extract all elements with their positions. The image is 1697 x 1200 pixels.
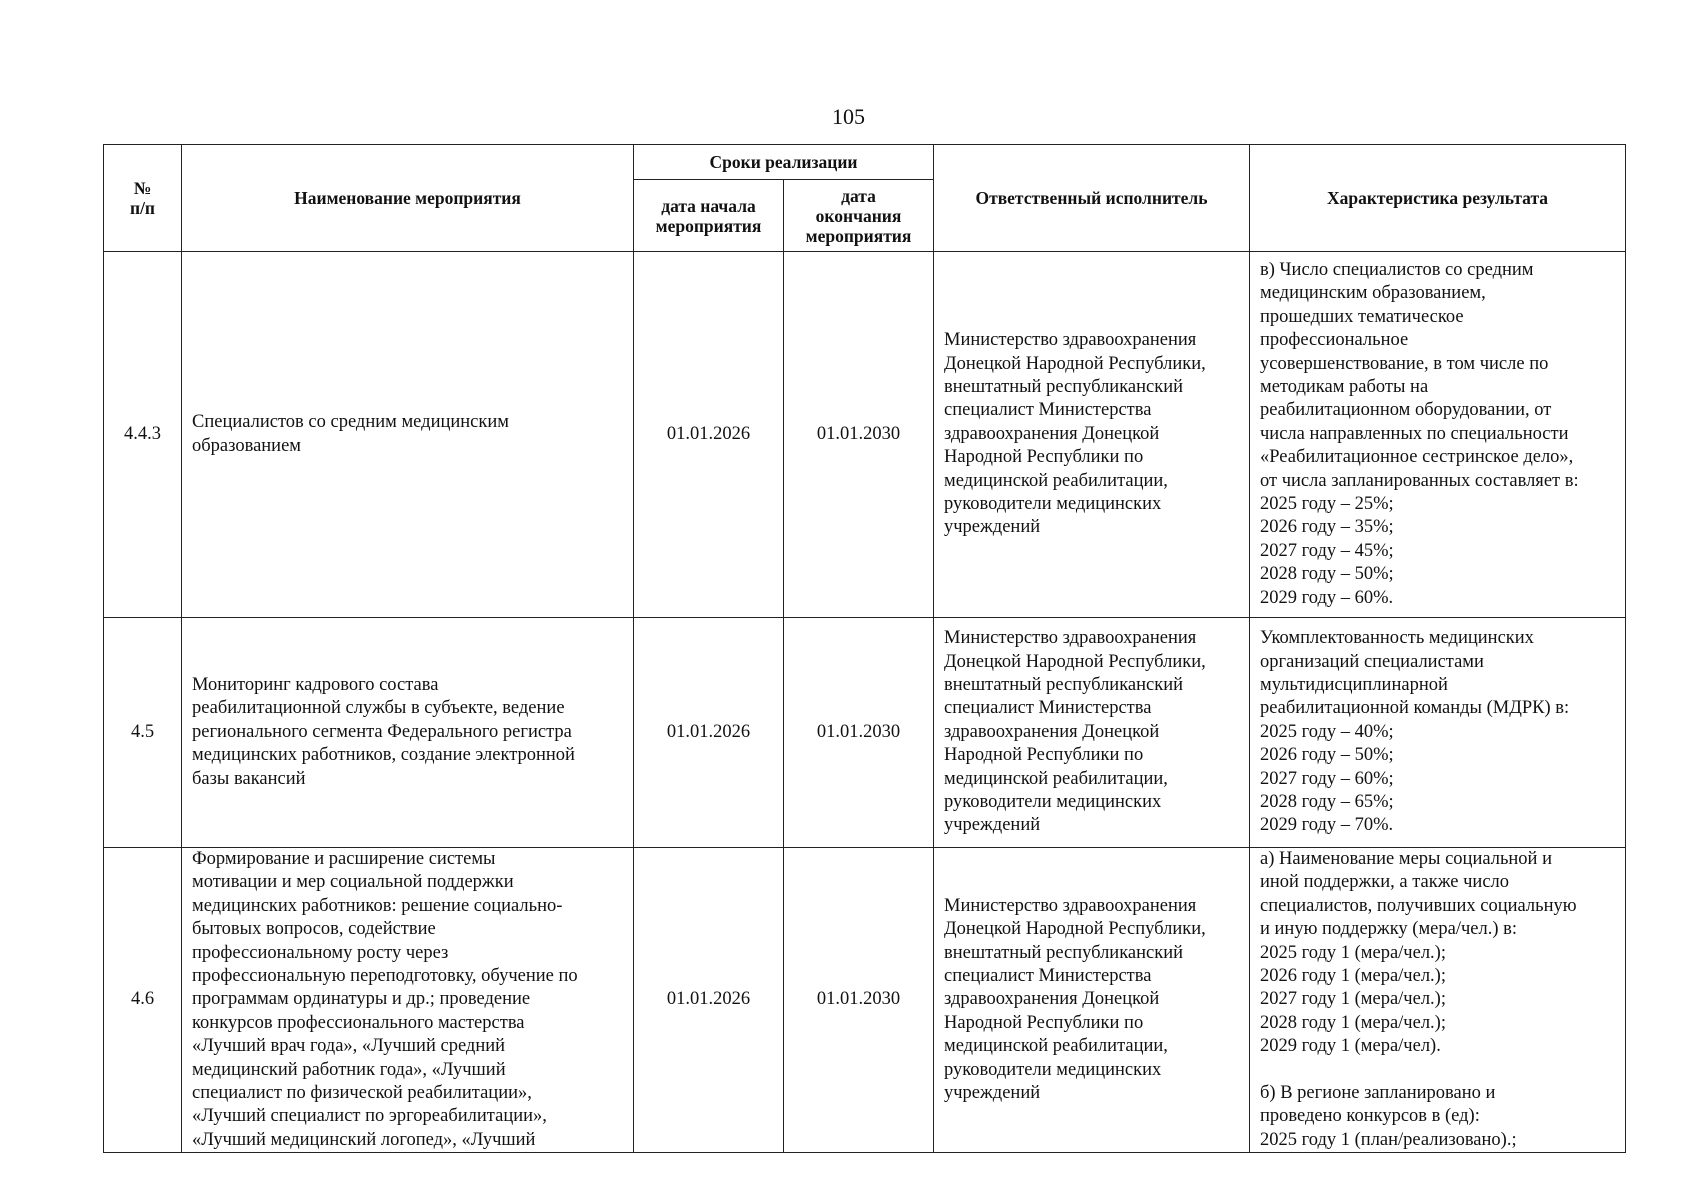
header-start-date: дата начала мероприятия [634,180,784,252]
table-row [104,848,1626,1153]
row-start-date: 01.01.2026 [634,252,784,618]
table-row [104,252,1626,618]
row-num: 4.5 [104,618,182,848]
row-num: 4.4.3 [104,252,182,618]
row-start-date: 01.01.2026 [634,848,784,1153]
header-responsible: Ответственный исполнитель [934,145,1250,252]
row-responsible: Министерство здравоохранения Донецкой Народной Республики, внештатный республиканский специалист Министерства здравоохранения Донецкой Народной Республики по медицинской реабилитации, руководители медицинских учреждений [934,618,1250,848]
row-start-date: 01.01.2026 [634,618,784,848]
row-end-date: 01.01.2030 [784,618,934,848]
row-end-date: 01.01.2030 [784,848,934,1153]
row-responsible: Министерство здравоохранения Донецкой Народной Республики, внештатный республиканский специалист Министерства здравоохранения Донецкой Народной Республики по медицинской реабилитации, руководители медицинских учреждений [934,252,1250,618]
header-end-date: дата окончания мероприятия [784,180,934,252]
header-result: Характеристика результата [1250,145,1626,252]
events-table [103,144,1626,1153]
header-num: № п/п [104,145,182,252]
row-result: а) Наименование меры социальной и иной поддержки, а также число специалистов, получивших социальную и иную поддержку (мера/чел.) в: 2025 году 1 (мера/чел.); 2026 году 1 (мера/чел.); 2027 году 1 (мера/чел.); 2028 году 1 (мера/чел.); 2029 году 1 (мера/чел). б) В регионе запланировано и проведено конкурсов в (ед): 2025 году 1 (план/реализовано).; [1250,848,1626,1153]
table-row [104,618,1626,848]
row-event-name: Формирование и расширение системы мотивации и мер социальной поддержки медицинских работников: решение социально- бытовых вопросов, содействие профессиональному росту через профессиональную переподготовку, обучение по программам ординатуры и др.; проведение конкурсов профессионального мастерства «Лучший врач года», «Лучший средний медицинский работник года», «Лучший специалист по физической реабилитации», «Лучший специалист по эргореабилитации», «Лучший медицинский логопед», «Лучший [182,848,634,1153]
row-result: в) Число специалистов со средним медицинским образованием, прошедших тематическое профессиональное усовершенствование, в том числе по методикам работы на реабилитационном оборудовании, от числа направленных по специальности «Реабилитационное сестринское дело», от числа запланированных составляет в: 2025 году – 25%; 2026 году – 35%; 2027 году – 45%; 2028 году – 50%; 2029 году – 60%. [1250,252,1626,618]
table-header-row [104,145,1626,180]
row-event-name: Мониторинг кадрового состава реабилитационной службы в субъекте, ведение регионального сегмента Федерального регистра медицинских работников, создание электронной базы вакансий [182,618,634,848]
page-number: 105 [832,104,865,129]
row-responsible: Министерство здравоохранения Донецкой Народной Республики, внештатный республиканский специалист Министерства здравоохранения Донецкой Народной Республики по медицинской реабилитации, руководители медицинских учреждений [934,848,1250,1153]
row-result: Укомплектованность медицинских организаций специалистами мультидисциплинарной реабилитационной команды (МДРК) в: 2025 году – 40%; 2026 году – 50%; 2027 году – 60%; 2028 году – 65%; 2029 году – 70%. [1250,618,1626,848]
row-end-date: 01.01.2030 [784,252,934,618]
row-event-name: Специалистов со средним медицинским образованием [182,252,634,618]
row-num: 4.6 [104,848,182,1153]
header-name: Наименование мероприятия [182,145,634,252]
header-period: Сроки реализации [634,145,934,180]
